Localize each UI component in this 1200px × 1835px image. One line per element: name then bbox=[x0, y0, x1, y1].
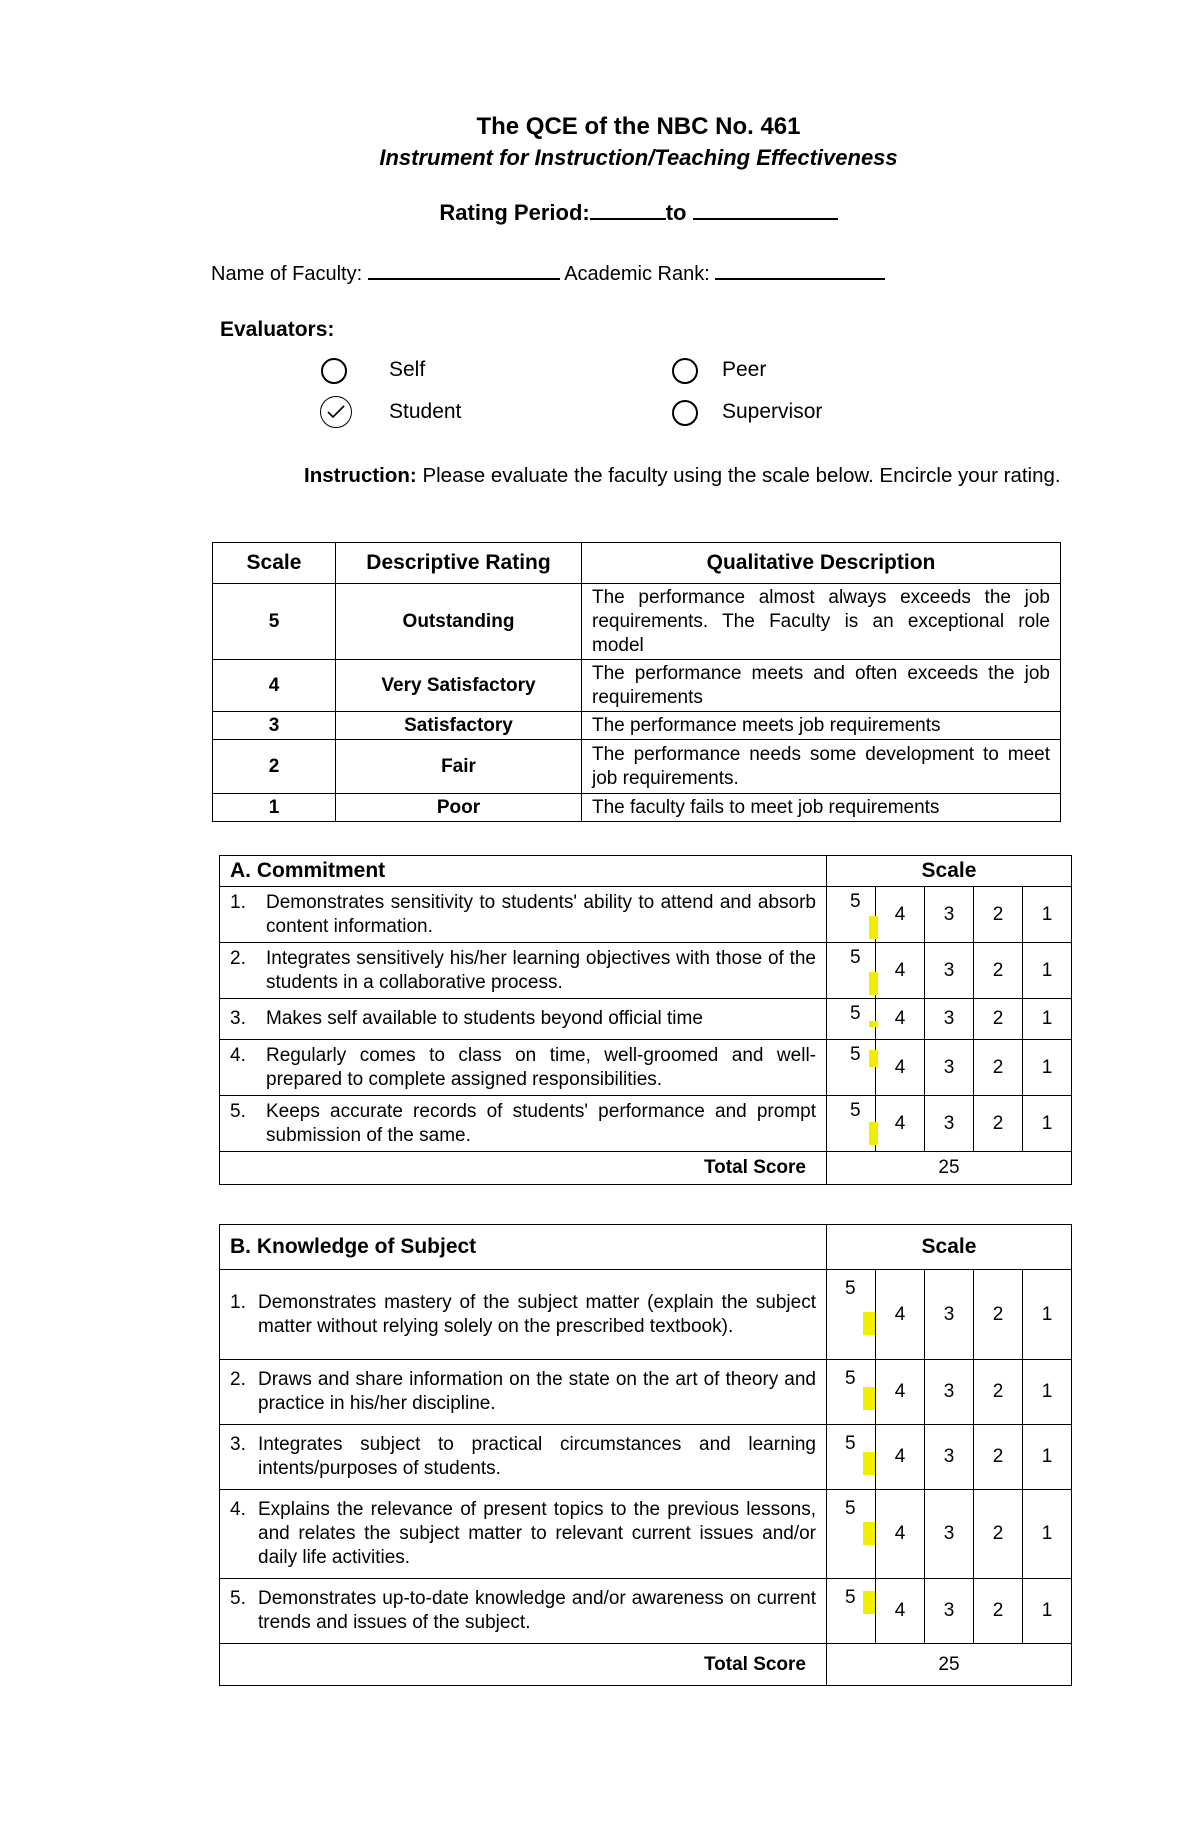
rating-2-cell[interactable]: 2 bbox=[974, 999, 1023, 1040]
rating-4-cell[interactable]: 4 bbox=[876, 943, 925, 999]
item-number: 1. bbox=[230, 891, 246, 913]
rating-5-cell[interactable] bbox=[827, 943, 876, 999]
table-row bbox=[220, 1425, 1072, 1490]
evaluator-student-label: Student bbox=[389, 400, 462, 423]
rating-5-value: 5 bbox=[845, 1498, 856, 1519]
rating-5-value: 5 bbox=[850, 1003, 861, 1024]
item-text: Draws and share information on the state on the art of theory and practice in his/her discipline. bbox=[258, 1369, 816, 1414]
item-number: 2. bbox=[230, 947, 246, 969]
item-number: 5. bbox=[230, 1588, 246, 1609]
total-score-value: 25 bbox=[827, 1644, 1072, 1686]
academic-rank-label: Academic Rank: bbox=[564, 263, 710, 285]
rating-1-cell[interactable]: 1 bbox=[1023, 887, 1072, 943]
total-score-value: 25 bbox=[827, 1152, 1072, 1185]
item-text: Explains the relevance of present topics to the previous lessons, and relates the subject matter to relevant current issues and/or daily life activities. bbox=[258, 1499, 816, 1568]
highlight-mark bbox=[863, 1312, 875, 1335]
rating-4-cell[interactable]: 4 bbox=[876, 1040, 925, 1096]
table-row bbox=[220, 999, 1072, 1040]
rating-5-cell[interactable] bbox=[827, 887, 876, 943]
highlight-mark bbox=[869, 1050, 878, 1067]
scale-table bbox=[212, 542, 1061, 822]
highlight-mark bbox=[863, 1387, 875, 1410]
rating-4-cell[interactable]: 4 bbox=[876, 1425, 925, 1490]
rating-5-cell[interactable] bbox=[827, 1040, 876, 1096]
total-row bbox=[220, 1152, 1072, 1185]
rating-5-value: 5 bbox=[845, 1278, 856, 1299]
scale-row bbox=[213, 712, 1061, 740]
rating-1-cell[interactable]: 1 bbox=[1023, 999, 1072, 1040]
rating-3-cell[interactable]: 3 bbox=[925, 887, 974, 943]
highlight-mark bbox=[863, 1452, 875, 1475]
rating-period-label: Rating Period: bbox=[439, 200, 590, 225]
rating-2-cell[interactable]: 2 bbox=[974, 943, 1023, 999]
faculty-line bbox=[211, 260, 885, 286]
instruction-label: Instruction: bbox=[304, 464, 417, 487]
highlight-mark bbox=[869, 972, 878, 995]
scale-rating: Very Satisfactory bbox=[336, 660, 582, 712]
rating-3-cell[interactable]: 3 bbox=[925, 1490, 974, 1579]
rating-1-cell[interactable]: 1 bbox=[1023, 1270, 1072, 1360]
page-title: The QCE of the NBC No. 461 bbox=[476, 113, 801, 140]
rating-5-value: 5 bbox=[850, 891, 861, 912]
scale-rating: Outstanding bbox=[336, 584, 582, 660]
instruction-body: Please evaluate the faculty using the scale below. Encircle your rating. bbox=[416, 464, 1061, 487]
rating-period bbox=[0, 200, 1200, 226]
qualitative-col-header: Qualitative Description bbox=[582, 543, 1061, 584]
scale-description: The performance almost always exceeds the job requirements. The Faculty is an exceptional role model bbox=[582, 584, 1061, 660]
table-row bbox=[220, 1040, 1072, 1096]
total-row bbox=[220, 1644, 1072, 1686]
rating-1-cell[interactable]: 1 bbox=[1023, 1360, 1072, 1425]
highlight-mark bbox=[869, 1122, 878, 1145]
evaluators-heading: Evaluators: bbox=[220, 318, 335, 341]
scale-value: 4 bbox=[213, 660, 336, 712]
rating-5-value: 5 bbox=[845, 1587, 856, 1608]
academic-rank-field[interactable] bbox=[715, 260, 885, 280]
rating-1-cell[interactable]: 1 bbox=[1023, 1490, 1072, 1579]
rating-1-cell[interactable]: 1 bbox=[1023, 1579, 1072, 1644]
highlight-mark bbox=[869, 916, 878, 939]
rating-2-cell[interactable]: 2 bbox=[974, 1040, 1023, 1096]
scale-value: 1 bbox=[213, 794, 336, 822]
rating-5-value: 5 bbox=[850, 1100, 861, 1121]
scale-description: The faculty fails to meet job requirements bbox=[582, 794, 1061, 822]
commitment-table bbox=[219, 855, 1072, 1185]
scale-row bbox=[213, 740, 1061, 794]
table-row bbox=[220, 943, 1072, 999]
scale-row bbox=[213, 794, 1061, 822]
scale-row bbox=[213, 660, 1061, 712]
section-a-title: A. Commitment bbox=[220, 856, 827, 887]
item-text: Demonstrates mastery of the subject matter (explain the subject matter without relying solely on the prescribed textbook). bbox=[258, 1291, 816, 1337]
item-text: Demonstrates up-to-date knowledge and/or awareness on current trends and issues of the subject. bbox=[258, 1588, 816, 1633]
rating-5-cell[interactable] bbox=[827, 1425, 876, 1490]
evaluator-student-radio[interactable] bbox=[320, 396, 352, 428]
rating-4-cell[interactable]: 4 bbox=[876, 1096, 925, 1152]
evaluator-self-label: Self bbox=[389, 358, 426, 381]
table-row bbox=[220, 1360, 1072, 1425]
rating-period-start-field[interactable] bbox=[590, 200, 666, 220]
scale-description: The performance meets and often exceeds the job requirements bbox=[582, 660, 1061, 712]
rating-period-end-field[interactable] bbox=[693, 200, 838, 220]
rating-3-cell[interactable]: 3 bbox=[925, 943, 974, 999]
rating-4-cell[interactable]: 4 bbox=[876, 1490, 925, 1579]
rating-5-value: 5 bbox=[850, 947, 861, 968]
rating-2-cell[interactable]: 2 bbox=[974, 1096, 1023, 1152]
item-number: 3. bbox=[230, 1434, 246, 1455]
rating-5-value: 5 bbox=[850, 1044, 861, 1065]
rating-5-cell[interactable] bbox=[827, 1360, 876, 1425]
item-text: Keeps accurate records of students' performance and prompt submission of the same. bbox=[266, 1100, 816, 1146]
checkmark-icon bbox=[327, 405, 345, 419]
rating-col-header: Descriptive Rating bbox=[336, 543, 582, 584]
evaluator-peer-label: Peer bbox=[722, 358, 767, 381]
scale-col-header: Scale bbox=[213, 543, 336, 584]
rating-1-cell[interactable]: 1 bbox=[1023, 943, 1072, 999]
scale-rating: Satisfactory bbox=[336, 712, 582, 740]
evaluator-supervisor-label: Supervisor bbox=[722, 400, 823, 423]
rating-3-cell[interactable]: 3 bbox=[925, 1425, 974, 1490]
faculty-name-label: Name of Faculty: bbox=[211, 263, 363, 285]
item-number: 4. bbox=[230, 1044, 246, 1066]
scale-description: The performance meets job requirements bbox=[582, 712, 1061, 740]
section-a-scale-header: Scale bbox=[827, 856, 1072, 887]
scale-rating: Fair bbox=[336, 740, 582, 794]
section-b-title: B. Knowledge of Subject bbox=[220, 1225, 827, 1270]
evaluator-self-radio[interactable] bbox=[321, 358, 347, 384]
table-row bbox=[220, 1579, 1072, 1644]
instruction-text bbox=[212, 462, 1062, 489]
rating-5-value: 5 bbox=[845, 1433, 856, 1454]
highlight-mark bbox=[863, 1522, 875, 1545]
rating-5-value: 5 bbox=[845, 1368, 856, 1389]
table-row bbox=[220, 1490, 1072, 1579]
faculty-name-field[interactable] bbox=[368, 260, 560, 280]
highlight-mark bbox=[863, 1591, 875, 1614]
item-number: 5. bbox=[230, 1100, 246, 1122]
rating-4-cell[interactable]: 4 bbox=[876, 1270, 925, 1360]
rating-period-to: to bbox=[665, 200, 687, 225]
table-row bbox=[220, 887, 1072, 943]
total-score-label: Total Score bbox=[220, 1152, 827, 1185]
item-text: Integrates sensitively his/her learning objectives with those of the students in a collaborative process. bbox=[266, 947, 816, 993]
rating-3-cell[interactable]: 3 bbox=[925, 1579, 974, 1644]
rating-5-cell[interactable] bbox=[827, 1490, 876, 1579]
scale-value: 2 bbox=[213, 740, 336, 794]
item-text: Integrates subject to practical circumstances and learning intents/purposes of students. bbox=[258, 1434, 816, 1479]
rating-4-cell[interactable]: 4 bbox=[876, 1360, 925, 1425]
rating-3-cell[interactable]: 3 bbox=[925, 1040, 974, 1096]
table-row bbox=[220, 1096, 1072, 1152]
rating-5-cell[interactable] bbox=[827, 1096, 876, 1152]
item-text: Regularly comes to class on time, well-groomed and well-prepared to complete assigned responsibilities. bbox=[266, 1044, 816, 1090]
highlight-mark bbox=[869, 1021, 878, 1027]
rating-3-cell[interactable]: 3 bbox=[925, 999, 974, 1040]
knowledge-table bbox=[219, 1224, 1072, 1686]
rating-2-cell[interactable]: 2 bbox=[974, 1425, 1023, 1490]
item-number: 1. bbox=[230, 1291, 246, 1313]
rating-4-cell[interactable]: 4 bbox=[876, 999, 925, 1040]
rating-2-cell[interactable]: 2 bbox=[974, 1490, 1023, 1579]
item-number: 4. bbox=[230, 1499, 246, 1520]
rating-5-cell[interactable] bbox=[827, 999, 876, 1040]
scale-description: The performance needs some development to meet job requirements. bbox=[582, 740, 1061, 794]
scale-value: 3 bbox=[213, 712, 336, 740]
item-text: Makes self available to students beyond official time bbox=[266, 1008, 703, 1029]
evaluator-peer-radio[interactable] bbox=[672, 358, 698, 384]
rating-3-cell[interactable]: 3 bbox=[925, 1360, 974, 1425]
scale-row bbox=[213, 584, 1061, 660]
page-subtitle: Instrument for Instruction/Teaching Effectiveness bbox=[379, 145, 898, 170]
rating-5-cell[interactable] bbox=[827, 1579, 876, 1644]
section-b-scale-header: Scale bbox=[827, 1225, 1072, 1270]
table-row bbox=[220, 1270, 1072, 1360]
item-number: 2. bbox=[230, 1369, 246, 1390]
rating-1-cell[interactable]: 1 bbox=[1023, 1425, 1072, 1490]
rating-5-cell[interactable] bbox=[827, 1270, 876, 1360]
rating-3-cell[interactable]: 3 bbox=[925, 1270, 974, 1360]
scale-rating: Poor bbox=[336, 794, 582, 822]
item-text: Demonstrates sensitivity to students' ability to attend and absorb content information. bbox=[266, 891, 816, 937]
scale-value: 5 bbox=[213, 584, 336, 660]
rating-4-cell[interactable]: 4 bbox=[876, 887, 925, 943]
rating-1-cell[interactable]: 1 bbox=[1023, 1040, 1072, 1096]
total-score-label: Total Score bbox=[220, 1644, 827, 1686]
rating-3-cell[interactable]: 3 bbox=[925, 1096, 974, 1152]
rating-2-cell[interactable]: 2 bbox=[974, 1270, 1023, 1360]
rating-4-cell[interactable]: 4 bbox=[876, 1579, 925, 1644]
rating-2-cell[interactable]: 2 bbox=[974, 1360, 1023, 1425]
item-number: 3. bbox=[230, 1008, 246, 1029]
rating-2-cell[interactable]: 2 bbox=[974, 1579, 1023, 1644]
evaluator-supervisor-radio[interactable] bbox=[672, 400, 698, 426]
rating-2-cell[interactable]: 2 bbox=[974, 887, 1023, 943]
rating-1-cell[interactable]: 1 bbox=[1023, 1096, 1072, 1152]
